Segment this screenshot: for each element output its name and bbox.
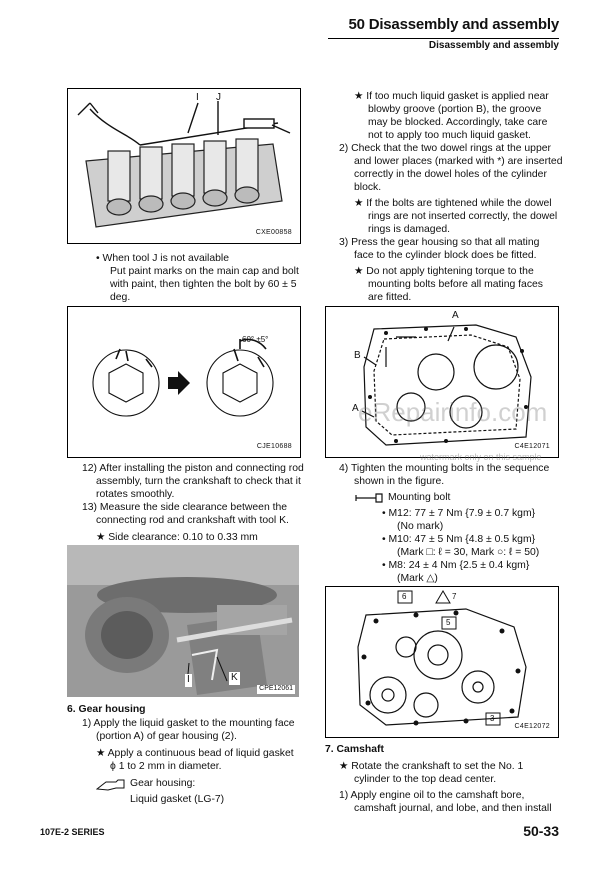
section-heading-camshaft: 7. Camshaft xyxy=(325,744,384,755)
text-line: block. xyxy=(354,182,382,193)
text-line: with paint, then tighten the bolt by 60 ± 5 xyxy=(110,279,297,290)
figure-label-i: I xyxy=(196,92,199,103)
watermark-text: eRepairinfo.com xyxy=(358,397,548,427)
text-line: may be blocked. Accordingly, take care xyxy=(368,117,548,128)
page-section-title: 50 Disassembly and assembly xyxy=(348,16,559,33)
figure-label-i: I xyxy=(187,674,190,685)
text-line: and lower places (marked with *) are inserted xyxy=(354,156,563,167)
bolt-rotation-diagram xyxy=(68,307,300,457)
section-heading-gear-housing: 6. Gear housing xyxy=(67,704,146,715)
text-line: rotates smoothly. xyxy=(96,489,175,500)
text-line: correctly in the dowel holes of the cylinder xyxy=(354,169,547,180)
text-line: • M8: 24 ± 4 Nm {2.5 ± 0.4 kgm} xyxy=(382,560,530,571)
text-line: ★ Rotate the crankshaft to set the No. 1 xyxy=(339,761,524,772)
gear-housing-outline xyxy=(326,307,558,457)
text-line: Mounting bolt xyxy=(388,492,451,503)
text-line: Gear housing: xyxy=(130,778,196,789)
page-subsection-title: Disassembly and assembly xyxy=(428,40,559,51)
text-line: ★ If the bolts are tightened while the dowel xyxy=(354,198,552,209)
sequence-label-3: 3 xyxy=(490,714,495,723)
text-line: ★ Apply a continuous bead of liquid gasket xyxy=(96,748,294,759)
text-line: (Mark △) xyxy=(397,573,438,584)
text-line: 12) After installing the piston and connecting rod xyxy=(82,463,304,474)
text-line: Put paint marks on the main cap and bolt xyxy=(110,266,299,277)
sequence-label-6: 6 xyxy=(402,592,407,601)
text-line: blowby groove (portion B), the groove xyxy=(368,104,542,115)
figure-photo-side-clearance xyxy=(67,545,299,697)
text-line: (No mark) xyxy=(397,521,444,532)
text-line: face to the cylinder block does be fitted. xyxy=(354,250,537,261)
photo-illustration xyxy=(67,545,299,697)
text-line: assembly, turn the crankshaft to check that it xyxy=(96,476,301,487)
text-line: 4) Tighten the mounting bolts in the sequence xyxy=(339,463,550,474)
text-line: (Mark □: ℓ = 30, Mark ○: ℓ = 50) xyxy=(397,547,540,558)
figure-code: CXE00858 xyxy=(255,229,292,237)
crankcase-illustration xyxy=(68,89,300,243)
figure-label-k: K xyxy=(231,672,238,683)
figure-label-a-top: A xyxy=(452,310,459,321)
figure-bolt-sequence xyxy=(325,586,559,738)
text-line: • When tool J is not available xyxy=(96,253,230,264)
text-line: 3) Press the gear housing so that all mating xyxy=(339,237,540,248)
text-line: 13) Measure the side clearance between the xyxy=(82,502,288,513)
text-line: ϕ 1 to 2 mm in diameter. xyxy=(110,761,222,772)
bolt-sequence-diagram xyxy=(326,587,558,737)
text-line: not to apply too much liquid gasket. xyxy=(368,130,531,141)
page-number: 50-33 xyxy=(523,823,559,839)
text-line: camshaft journal, and lobe, and then install xyxy=(354,803,552,814)
figure-label-a-left: A xyxy=(352,403,359,414)
text-line: (portion A) of gear housing (2). xyxy=(96,731,237,742)
figure-code: C4E12072 xyxy=(514,723,550,731)
text-line: connecting rod and crankshaft with tool K. xyxy=(96,515,289,526)
watermark-subtext: watermark only on this sample xyxy=(420,452,542,462)
sequence-label-7: 7 xyxy=(452,592,457,601)
text-line: deg. xyxy=(110,292,131,303)
text-line: rings is damaged. xyxy=(368,224,451,235)
figure-code: C4E12071 xyxy=(514,443,550,451)
text-line: are fitted. xyxy=(368,292,412,303)
sequence-label-5: 5 xyxy=(446,618,451,627)
text-line: mounting bolts before all mating faces xyxy=(368,279,544,290)
text-line: 1) Apply the liquid gasket to the mounting face xyxy=(82,718,295,729)
text-line: shown in the figure. xyxy=(354,476,445,487)
text-line: 2) Check that the two dowel rings at the upper xyxy=(339,143,551,154)
text-line: 1) Apply engine oil to the camshaft bore, xyxy=(339,790,525,801)
figure-gear-housing-gasket xyxy=(325,306,559,458)
text-line: cylinder to the top dead center. xyxy=(354,774,497,785)
text-line: rings are not inserted correctly, the dowel xyxy=(368,211,558,222)
figure-crankcase-torque-tool xyxy=(67,88,301,244)
gasket-gun-icon xyxy=(96,779,126,795)
figure-code: CPE12061 xyxy=(259,685,293,693)
text-line: ★ Do not apply tightening torque to the xyxy=(354,266,534,277)
torque-wrench-icon xyxy=(354,492,384,508)
text-line: ★ Side clearance: 0.10 to 0.33 mm xyxy=(96,532,258,543)
figure-label-j: J xyxy=(216,92,221,103)
figure-label-b: B xyxy=(354,350,361,361)
header-rule xyxy=(328,38,559,39)
figure-bolt-angle xyxy=(67,306,301,458)
text-line: • M12: 77 ± 7 Nm {7.9 ± 0.7 kgm} xyxy=(382,508,536,519)
text-line: • M10: 47 ± 5 Nm {4.8 ± 0.5 kgm} xyxy=(382,534,536,545)
text-line: ★ If too much liquid gasket is applied near xyxy=(354,91,549,102)
text-line: Liquid gasket (LG-7) xyxy=(130,794,225,805)
angle-label: 60° ±5° xyxy=(242,335,269,344)
footer-series: 107E-2 SERIES xyxy=(40,827,105,837)
figure-code: CJE10688 xyxy=(256,443,292,451)
